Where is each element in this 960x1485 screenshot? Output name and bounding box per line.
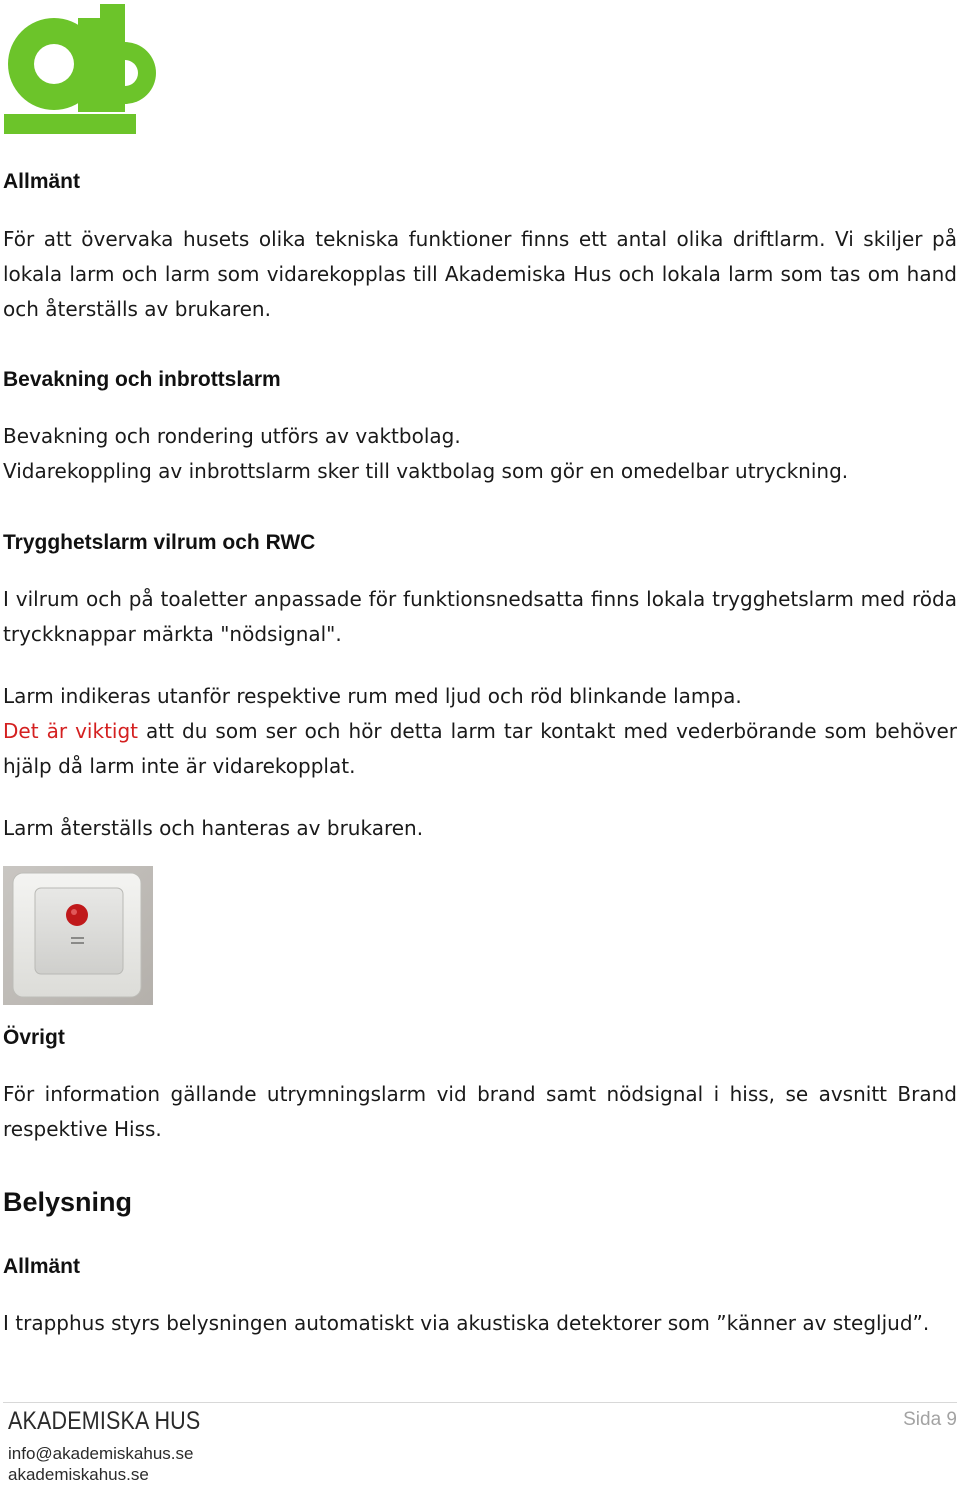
paragraph-belysning: I trapphus styrs belysningen automatiskt via akustiska detektorer som ”känner av stegljud”. — [3, 1311, 930, 1335]
alarm-button-photo — [3, 866, 153, 1005]
footer-divider — [3, 1402, 957, 1403]
text-line: Bevakning och rondering utförs av vaktbolag. — [3, 424, 461, 448]
paragraph-bevakning — [3, 419, 957, 489]
text-line: Larm indikeras utanför respektive rum med ljud och röd blinkande lampa. — [3, 684, 742, 708]
section-heading-ovrigt: Övrigt — [3, 1026, 65, 1049]
section-heading-allmant-belysning: Allmänt — [3, 1255, 81, 1278]
paragraph-trygghetslarm: I vilrum och på toaletter anpassade för funktionsnedsatta finns lokala trygghetslarm med röda tryckknappar märkta "nödsignal". — [3, 587, 957, 646]
section-heading-trygghetslarm: Trygghetslarm vilrum och RWC — [3, 531, 316, 554]
highlight-important: Det är viktigt — [3, 719, 139, 743]
page-number: Sida 9 — [903, 1409, 957, 1430]
footer-brand: AKADEMISKA HUS — [8, 1407, 201, 1435]
footer-email-link[interactable]: info@akademiskahus.se — [8, 1444, 194, 1463]
text-line: Vidarekoppling av inbrottslarm sker till vaktbolag som gör en omedelbar utryckning. — [3, 459, 849, 483]
footer-website-link[interactable]: akademiskahus.se — [8, 1465, 149, 1484]
paragraph-larm-aterstalls: Larm återställs och hanteras av brukaren. — [3, 816, 424, 840]
paragraph-ovrigt: För information gällande utrymningslarm vid brand samt nödsignal i hiss, se avsnitt Brand respektive Hiss. — [3, 1082, 957, 1141]
section-heading-bevakning: Bevakning och inbrottslarm — [3, 368, 281, 391]
paragraph-larm-indikeras — [3, 679, 957, 784]
section-title-belysning: Belysning — [3, 1187, 133, 1217]
paragraph-driftlarm: För att övervaka husets olika tekniska funktioner finns ett antal olika driftlarm. Vi skiljer på lokala larm och larm som vidarekopplas till Akademiska Hus och lokala larm som tas om hand och återställs av brukaren. — [3, 227, 957, 321]
text-rest: att du som ser och hör detta larm tar kontakt med vederbörande som behöver hjälp då larm inte är vidarekopplat. — [3, 719, 957, 778]
akademiska-hus-logo — [2, 2, 174, 134]
section-heading-allmant: Allmänt — [3, 170, 81, 193]
